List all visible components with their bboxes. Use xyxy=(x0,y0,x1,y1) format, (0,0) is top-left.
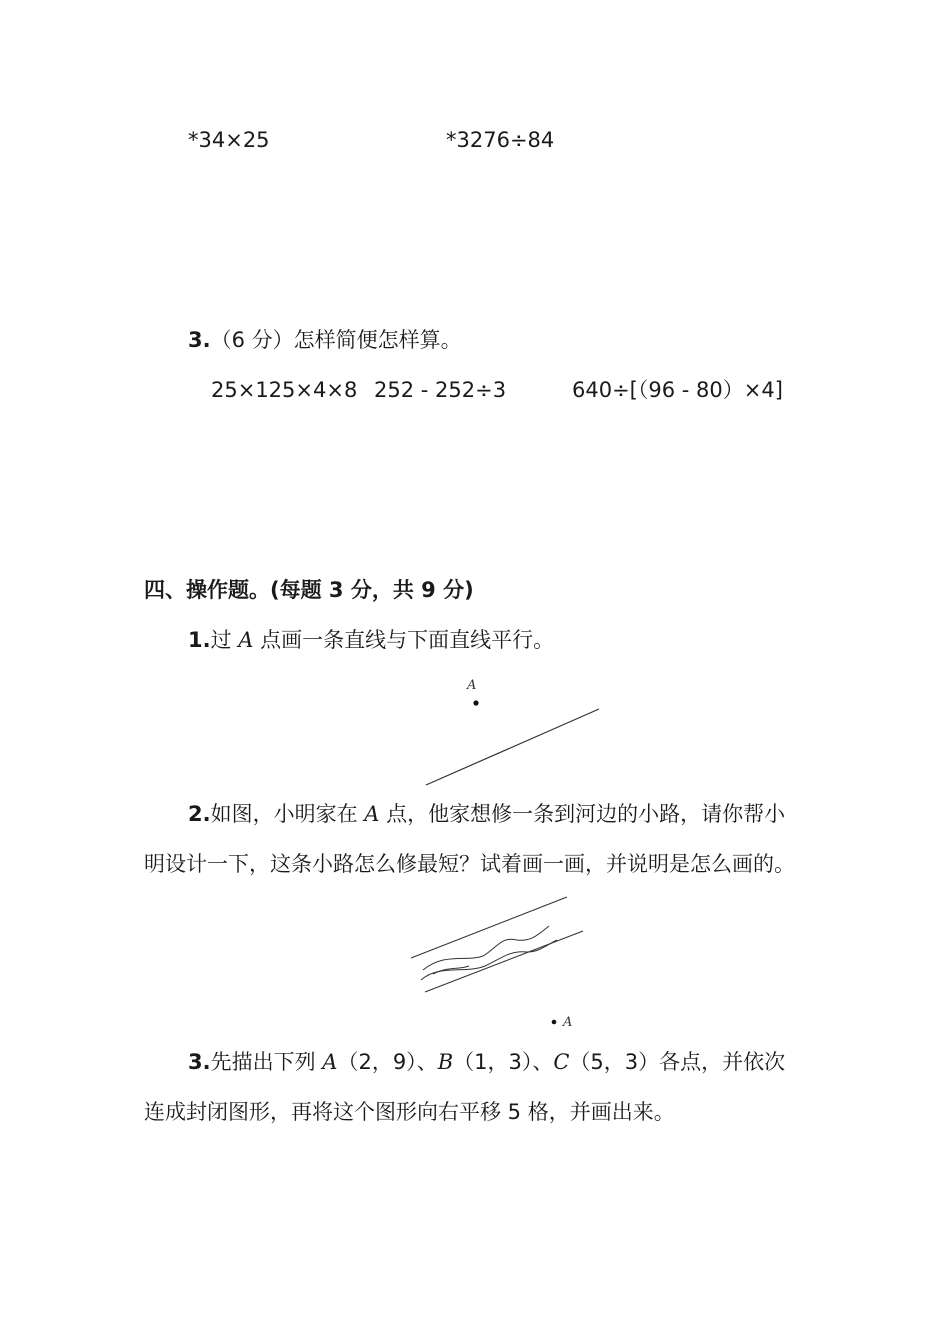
op2-number: 2. xyxy=(188,802,211,826)
section-4-title: 四、操作题。(每题 3 分，共 9 分) xyxy=(144,578,474,602)
op2-point-dot xyxy=(552,1020,557,1025)
op2-line1-post: 点，他家想修一条到河边的小路，请你帮小 xyxy=(379,802,786,826)
op1-number: 1. xyxy=(188,628,211,652)
op3-coord-c: （5，3）各点，并依次 xyxy=(569,1050,786,1074)
op3-point-c: C xyxy=(553,1050,570,1074)
op1-point: A xyxy=(238,628,254,652)
op1-point-dot xyxy=(473,700,478,705)
calc-item-2: *3276÷84 xyxy=(446,128,555,152)
q3-text: （6 分）怎样简便怎样算。 xyxy=(210,328,462,352)
op3-line1-a: 先描出下列 xyxy=(210,1050,323,1074)
op2-point-label: A xyxy=(563,1015,573,1030)
q3-expr-2: 252 - 252÷3 xyxy=(374,378,507,402)
calc-item-1: *34×25 xyxy=(188,128,270,152)
op1-pre: 过 xyxy=(210,628,239,652)
op1-point-label: A xyxy=(467,678,477,693)
op1-figure xyxy=(420,674,610,790)
op3-point-a: A xyxy=(322,1050,338,1074)
op2-line1-pre: 如图，小明家在 xyxy=(210,802,365,826)
op3-coord-a: （2，9）、 xyxy=(337,1050,438,1074)
op2-point: A xyxy=(364,802,380,826)
op1-post: 点画一条直线与下面直线平行。 xyxy=(253,628,555,652)
op3-coord-b: （1，3）、 xyxy=(453,1050,554,1074)
q3-expr-3: 640÷[（96 - 80）×4] xyxy=(572,378,783,402)
op1-text xyxy=(188,626,554,654)
op3-text-line-1 xyxy=(188,1048,785,1076)
op3-number: 3. xyxy=(188,1050,211,1074)
river-bank-upper xyxy=(411,897,567,958)
q3-expr-1: 25×125×4×8 xyxy=(211,378,358,402)
op2-river-figure xyxy=(405,890,595,1035)
op3-point-b: B xyxy=(437,1050,454,1074)
op1-given-line xyxy=(426,709,599,785)
op2-text-line-2: 明设计一下，这条小路怎么修最短？试着画一画，并说明是怎么画的。 xyxy=(144,852,795,876)
op2-text-line-1 xyxy=(188,800,785,828)
q3-heading xyxy=(188,326,462,354)
q3-number: 3. xyxy=(188,328,211,352)
river-wave-1 xyxy=(423,926,549,970)
op3-text-line-2: 连成封闭图形，再将这个图形向右平移 5 格，并画出来。 xyxy=(144,1100,675,1124)
